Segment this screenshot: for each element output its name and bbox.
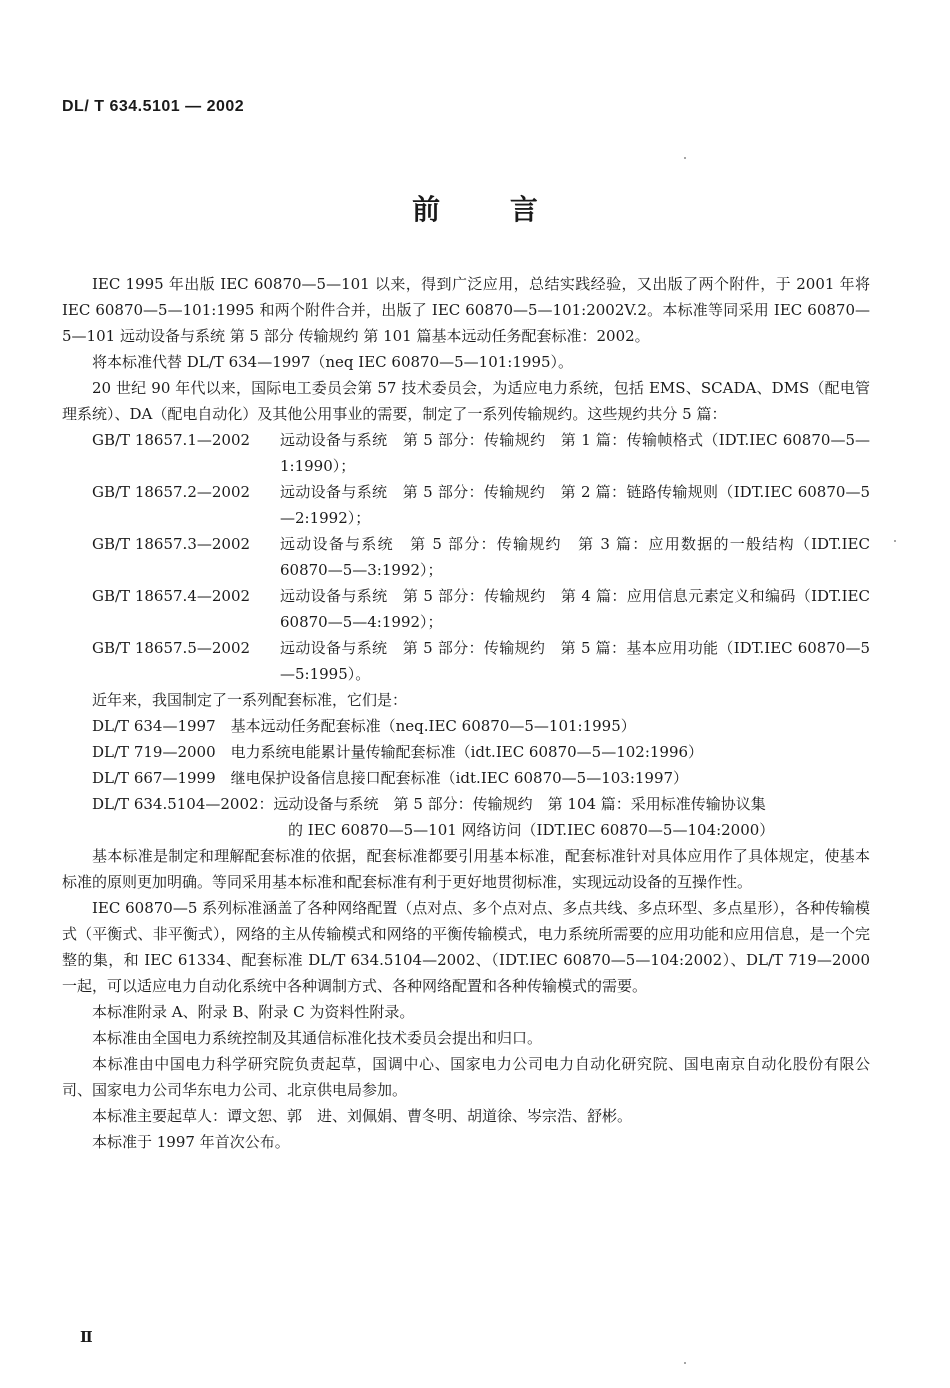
paragraph-history: IEC 1995 年出版 IEC 60870—5—101 以来，得到广泛应用，总结实践经验，又出版了两个附件，于 2001 年将 IEC 60870—5—101:1995 和两个附件合并，出版了 IEC 60870—5—101:2002V.2。本标准等同采用 IEC 60870—5—101 远动设备与系统 第 5 部分 传输规约 第 101 篇基本远动任务配套标准：2002。 xyxy=(62,275,870,345)
standard-title: 远动设备与系统 第 5 部分：传输规约 第 3 篇：应用数据的一般结构（IDT.IEC 60870—5—3:1992）； xyxy=(280,535,870,579)
page-number: Ⅱ xyxy=(80,1328,93,1346)
list-item xyxy=(92,635,870,687)
standard-code-header: DL/ T 634.5101 — 2002 xyxy=(62,98,245,115)
paragraph-domestic-intro: 近年来，我国制定了一系列配套标准，它们是： xyxy=(92,691,408,709)
paragraph-basic-standard: 基本标准是制定和理解配套标准的依据，配套标准都要引用基本标准，配套标准针对具体应用作了具体规定，使基本标准的原则更加明确。等同采用基本标准和配套标准有利于更好地贯彻标准，实现远动设备的互操作性。 xyxy=(62,847,870,891)
paragraph-drafting-org: 本标准由中国电力科学研究院负责起草，国调中心、国家电力公司电力自动化研究院、国电南京自动化股份有限公司、国家电力公司华东电力公司、北京供电局参加。 xyxy=(62,1055,870,1099)
list-item xyxy=(92,531,870,583)
standard-title: 远动设备与系统 第 5 部分：传输规约 第 4 篇：应用信息元素定义和编码（IDT.IEC 60870—5—4:1992）； xyxy=(280,587,870,631)
list-item-continuation: 的 IEC 60870—5—101 网络访问（IDT.IEC 60870—5—104:2000） xyxy=(288,821,775,839)
paragraph-appendix: 本标准附录 A、附录 B、附录 C 为资料性附录。 xyxy=(92,1003,415,1021)
scan-speck xyxy=(684,157,686,159)
scan-speck xyxy=(894,540,896,542)
list-item xyxy=(92,427,870,479)
list-item xyxy=(92,583,870,635)
standard-code: GB/T 18657.1—2002 xyxy=(92,431,251,449)
list-item xyxy=(92,479,870,531)
paragraph-drafters: 本标准主要起草人：谭文恕、郭 进、刘佩娟、曹冬明、胡道徐、岑宗浩、舒彬。 xyxy=(92,1107,633,1125)
paragraph-replacement: 将本标准代替 DL/T 634—1997（neq IEC 60870—5—101:1995）。 xyxy=(92,353,574,371)
standard-code: GB/T 18657.5—2002 xyxy=(92,639,251,657)
list-item: DL/T 634—1997 基本远动任务配套标准（neq.IEC 60870—5—101:1995） xyxy=(92,717,636,735)
standard-title: 远动设备与系统 第 5 部分：传输规约 第 2 篇：链路传输规则（IDT.IEC 60870—5—2:1992）； xyxy=(280,483,870,527)
standard-title: 远动设备与系统 第 5 部分：传输规约 第 1 篇：传输帧格式（IDT.IEC 60870—5—1:1990）； xyxy=(280,431,870,475)
standard-code: GB/T 18657.4—2002 xyxy=(92,587,251,605)
scan-speck xyxy=(684,1362,686,1364)
paragraph-network-config: IEC 60870—5 系列标准涵盖了各种网络配置（点对点、多个点对点、多点共线、多点环型、多点星形），各种传输模式（平衡式、非平衡式），网络的主从传输模式和网络的平衡传输模式，电力系统所需要的应用功能和应用信息，是一个完整的集，和 IEC 61334、配套标准 DL/T 634.5104—2002、（IDT.IEC 60870—5—104:2002）、DL/T 719—2000 一起，可以适应电力自动化系统中各种调制方式、各种网络配置和各种传输模式的需要。 xyxy=(62,899,870,995)
paragraph-first-publication: 本标准于 1997 年首次公布。 xyxy=(92,1133,290,1151)
page-title: 前 言 xyxy=(412,193,538,226)
dl-standard-list xyxy=(62,713,870,843)
list-item: DL/T 719—2000 电力系统电能累计量传输配套标准（idt.IEC 60870—5—102:1996） xyxy=(92,743,704,761)
standard-title: 远动设备与系统 第 5 部分：传输规约 第 5 篇：基本应用功能（IDT.IEC 60870—5—5:1995）。 xyxy=(280,639,870,683)
list-item: DL/T 667—1999 继电保护设备信息接口配套标准（idt.IEC 60870—5—103:1997） xyxy=(92,769,689,787)
list-item: DL/T 634.5104—2002：远动设备与系统 第 5 部分：传输规约 第 104 篇：采用标准传输协议集 xyxy=(92,795,766,813)
standard-code: GB/T 18657.3—2002 xyxy=(92,535,251,553)
gb-standard-list xyxy=(62,427,870,687)
paragraph-iec-tc57: 20 世纪 90 年代以来，国际电工委员会第 57 技术委员会，为适应电力系统，包括 EMS、SCADA、DMS（配电管理系统）、DA（配电自动化）及其他公用事业的需要，制定了一系列传输规约。这些规约共分 5 篇： xyxy=(62,379,870,423)
standard-code: GB/T 18657.2—2002 xyxy=(92,483,251,501)
foreword-body xyxy=(62,271,870,1155)
paragraph-proposer: 本标准由全国电力系统控制及其通信标准化技术委员会提出和归口。 xyxy=(92,1029,543,1047)
